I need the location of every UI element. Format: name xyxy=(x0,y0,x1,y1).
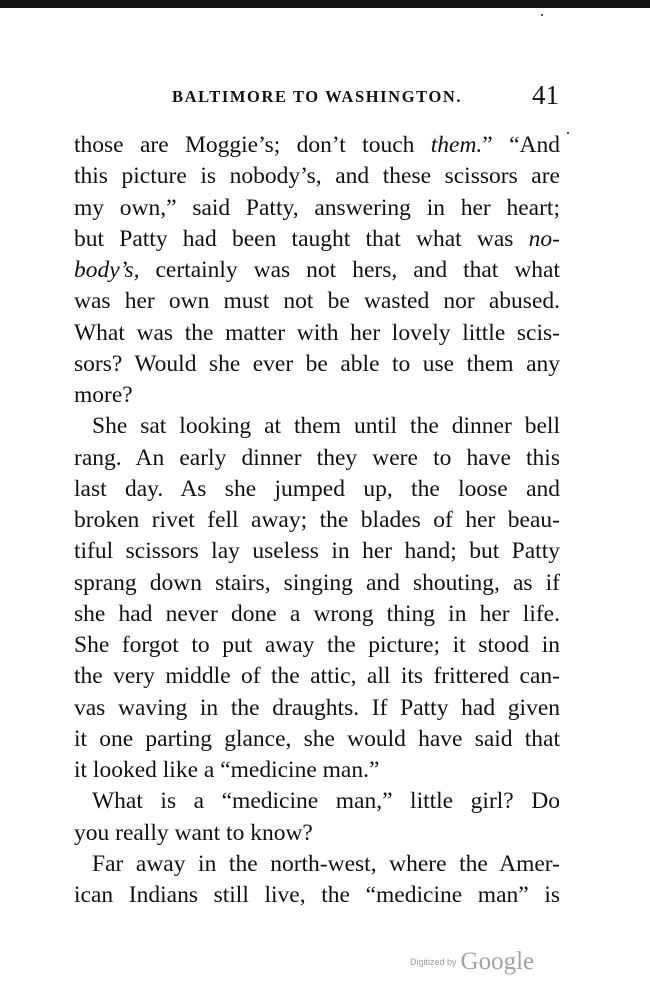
paper-speck xyxy=(541,14,543,16)
text-line: it one parting glance, she would have said that xyxy=(74,725,560,752)
text-line: it looked like a “medicine man.” xyxy=(74,757,380,783)
text-line: What was the matter with her lovely little scis- xyxy=(74,319,560,346)
paper-speck xyxy=(567,132,569,134)
page-top-border xyxy=(0,0,650,8)
text-line: this picture is nobody’s, and these scissors are xyxy=(74,163,560,190)
text-line: body’s, certainly was not hers, and that what xyxy=(74,257,560,283)
running-head: BALTIMORE TO WASHINGTON. xyxy=(172,87,463,106)
text-line: ican Indians still live, the “medicine man” is xyxy=(74,882,560,908)
text-line: broken rivet fell away; the blades of her beau- xyxy=(74,507,560,533)
text-line: She forgot to put away the picture; it stood in xyxy=(74,632,560,658)
google-logo: Google xyxy=(460,948,535,975)
text-line: sprang down stairs, singing and shouting, as if xyxy=(74,569,560,596)
text-line: rang. An early dinner they were to have this xyxy=(74,444,560,471)
paragraph-start-line: She sat looking at them until the dinner bell xyxy=(92,413,560,440)
text-line: those are Moggie’s; don’t touch them.” “And xyxy=(74,132,560,158)
page-number: 41 xyxy=(532,80,559,110)
paragraph-start-line: Far away in the north-west, where the Amer- xyxy=(92,850,560,877)
watermark-prefix: Digitized by xyxy=(410,957,457,967)
text-line: you really want to know? xyxy=(74,819,313,846)
text-line: tiful scissors lay useless in her hand; but Patty xyxy=(74,538,560,565)
text-line: sors? Would she ever be able to use them any xyxy=(74,350,560,377)
paragraph-start-line: What is a “medicine man,” little girl? Do xyxy=(92,788,560,815)
digitized-by-google-watermark xyxy=(410,948,534,976)
text-line: more? xyxy=(74,382,133,408)
text-line: last day. As she jumped up, the loose and xyxy=(74,475,560,502)
text-line: vas waving in the draughts. If Patty had given xyxy=(74,694,560,721)
text-line: but Patty had been taught that what was no- xyxy=(74,225,560,252)
text-line: my own,” said Patty, answering in her heart; xyxy=(74,194,560,221)
text-line: was her own must not be wasted nor abused. xyxy=(74,288,560,315)
text-line: she had never done a wrong thing in her life. xyxy=(74,600,560,627)
text-line: the very middle of the attic, all its frittered can- xyxy=(74,663,560,690)
body-text xyxy=(74,130,560,911)
